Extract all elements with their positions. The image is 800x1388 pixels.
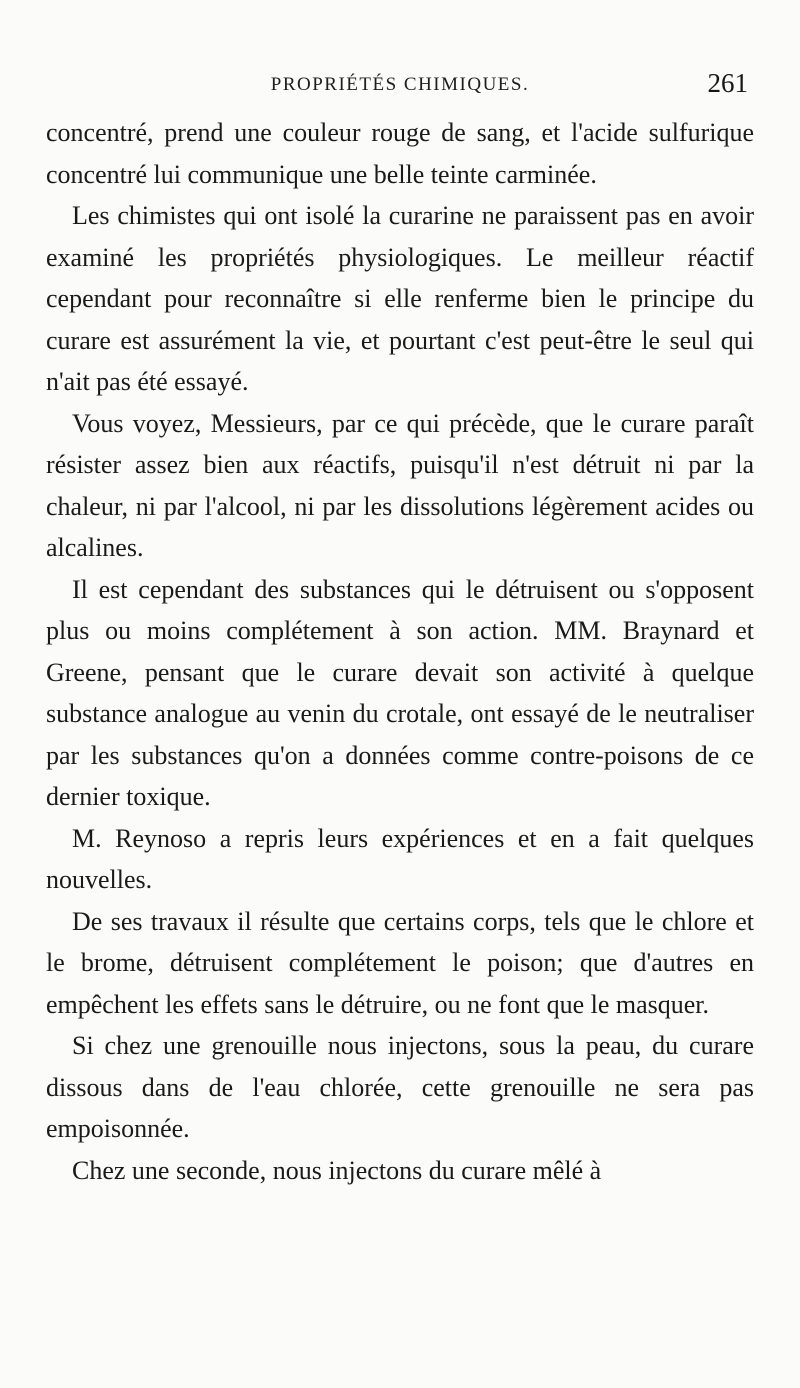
- paragraph-1: concentré, prend une couleur rouge de sang, et l'acide sulfurique concentré lui communique une belle teinte carminée.: [46, 118, 754, 189]
- paragraph-6: De ses travaux il résulte que certains corps, tels que le chlore et le brome, détruisent complétement le poison; que d'autres en empêchent les effets sans le détruire, ou ne font que le masquer.: [46, 906, 754, 1019]
- page-number: 261: [707, 68, 748, 98]
- paragraph-2: Les chimistes qui ont isolé la curarine ne paraissent pas en avoir examiné les propriétés physiologiques. Le meilleur réactif cependant pour reconnaître si elle renferme bien le principe du curare est assurément la vie, et pourtant c'est peut-être le seul qui n'ait pas été essayé.: [46, 201, 754, 396]
- paragraph-3: Vous voyez, Messieurs, par ce qui précède, que le curare paraît résister assez bien aux réactifs, puisqu'il n'est détruit ni par la chaleur, ni par l'alcool, ni par les dissolutions légèrement acides ou alcalines.: [46, 408, 754, 562]
- text-body: [46, 112, 754, 1191]
- paragraph-4: Il est cependant des substances qui le détruisent ou s'opposent plus ou moins complétement à son action. MM. Braynard et Greene, pensant que le curare devait son activité à quelque substance analogue au venin du crotale, ont essayé de le neutraliser par les substances qu'on a données comme contre-poisons de ce dernier toxique.: [46, 574, 754, 811]
- paragraph-5: M. Reynoso a repris leurs expériences et en a fait quelques nouvelles.: [46, 823, 754, 894]
- paragraph-7: Si chez une grenouille nous injectons, sous la peau, du curare dissous dans de l'eau chlorée, cette grenouille ne sera pas empoisonnée.: [46, 1031, 754, 1143]
- running-title: PROPRIÉTÉS CHIMIQUES.: [270, 74, 530, 95]
- page-header: [46, 64, 754, 104]
- paragraph-8: Chez une seconde, nous injectons du curare mêlé à: [72, 1155, 602, 1185]
